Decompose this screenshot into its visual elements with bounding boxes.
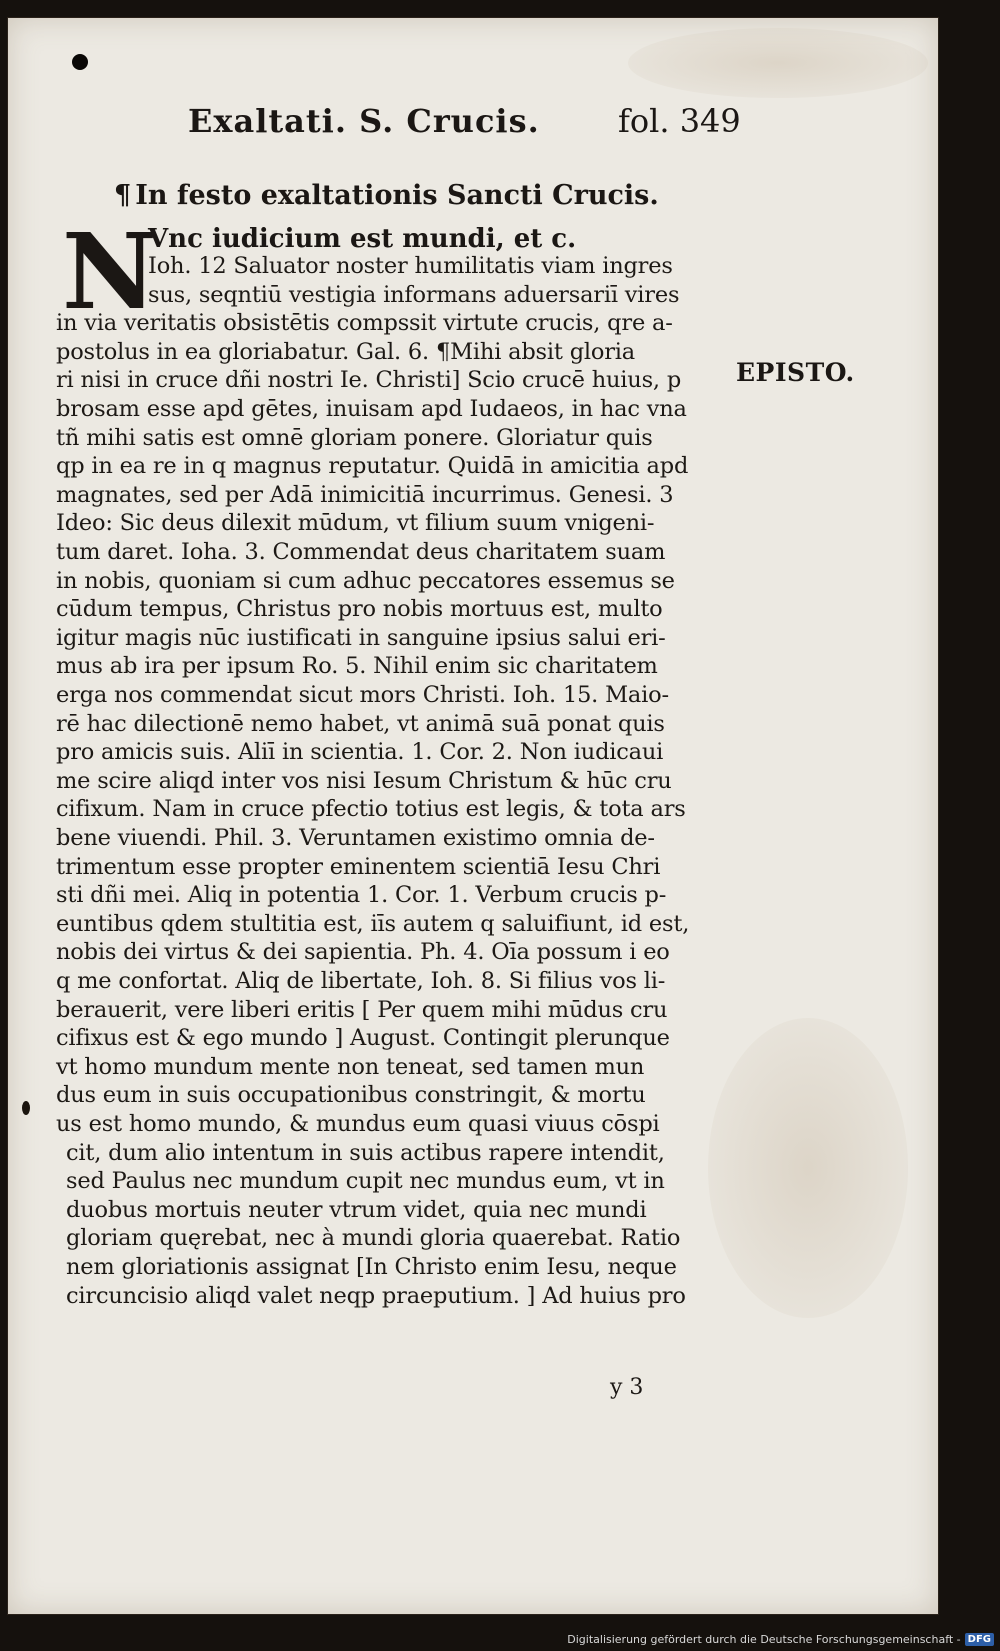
- text-line: gloriam quęrebat, nec à mundi gloria quaerebat. Ratio: [66, 1225, 681, 1252]
- folio-number: fol. 349: [618, 102, 741, 140]
- text-line: us est homo mundo, & mundus eum quasi viuus cōspi: [56, 1111, 660, 1137]
- text-line: sti dñi mei. Aliq in potentia 1. Cor. 1. Verbum crucis p-: [56, 882, 667, 909]
- text-line: rē hac dilectionē nemo habet, vt animā suā ponat quis: [56, 710, 665, 737]
- text-line: brosam esse apd gētes, inuisam apd Iudaeos, in hac vna: [56, 396, 687, 422]
- text-line: cit, dum alio intentum in suis actibus rapere intendit,: [66, 1139, 665, 1166]
- book-page: [8, 18, 938, 1614]
- text-line: sus, seqntiū vestigia informans aduersariī vires: [148, 281, 680, 308]
- text-line: Ioh. 12 Saluator noster humilitatis viam ingres: [148, 253, 673, 279]
- text-line: bene viuendi. Phil. 3. Veruntamen existimo omnia de-: [56, 825, 655, 851]
- incipit-line: Vnc iudicium est mundi, et c.: [148, 224, 577, 254]
- text-line: igitur magis nūc iustificati in sanguine ipsius salui eri-: [56, 624, 666, 651]
- paper-stain: [628, 28, 928, 98]
- text-line: ri nisi in cruce dñi nostri Ie. Christi] Scio crucē huius, p: [56, 367, 682, 394]
- text-line: nem gloriationis assignat [In Christo enim Iesu, neque: [66, 1254, 677, 1280]
- text-line: euntibus qdem stultitia est, iīs autem q saluifiunt, id est,: [56, 910, 690, 937]
- dfg-logo: DFG: [965, 1633, 994, 1646]
- text-line: magnates, sed per Adā inimicitiā incurrimus. Genesi. 3: [56, 481, 674, 508]
- text-line: dus eum in suis occupationibus constringit, & mortu: [56, 1082, 646, 1109]
- text-line: cifixus est & ego mundo ] August. Contingit plerunque: [56, 1025, 670, 1052]
- text-line: qp in ea re in q magnus reputatur. Quidā in amicitia apd: [56, 453, 689, 480]
- text-line: me scire aliqd inter vos nisi Iesum Christum & hūc cru: [56, 767, 672, 794]
- text-line: nobis dei virtus & dei sapientia. Ph. 4. Oīa possum i eo: [56, 939, 670, 966]
- text-line: erga nos commendat sicut mors Christi. Ioh. 15. Maio-: [56, 682, 669, 708]
- text-line: circuncisio aliqd valet neqp praeputium. ] Ad huius pro: [66, 1282, 686, 1309]
- credit-text: Digitalisierung gefördert durch die Deutsche Forschungsgemeinschaft -: [567, 1633, 961, 1646]
- running-title: Exaltati. S. Crucis.: [188, 102, 540, 140]
- text-line: pro amicis suis. Aliī in scientia. 1. Cor. 2. Non iudicaui: [56, 739, 664, 766]
- text-line: berauerit, vere liberi eritis [ Per quem mihi mūdus cru: [56, 996, 668, 1023]
- text-line: cūdum tempus, Christus pro nobis mortuus est, multo: [56, 596, 663, 623]
- wormhole-mark: [72, 54, 88, 70]
- feast-title: [114, 180, 659, 211]
- text-line: in via veritatis obsistētis compssit virtute crucis, qre a-: [56, 310, 673, 337]
- text-line: tum daret. Ioha. 3. Commendat deus charitatem suam: [56, 539, 666, 565]
- text-line: cifixum. Nam in cruce pfectio totius est legis, & tota ars: [56, 796, 686, 823]
- decorated-initial: N: [62, 210, 158, 333]
- marginal-note: EPISTO.: [736, 358, 855, 387]
- text-line: Ideo: Sic deus dilexit mūdum, vt filium suum vnigeni-: [56, 510, 655, 537]
- pilcrow-mark: ¶: [114, 180, 132, 211]
- text-line: sed Paulus nec mundum cupit nec mundus eum, vt in: [66, 1168, 665, 1195]
- paper-stain: [708, 1018, 908, 1318]
- ink-blot-mark: [22, 1101, 30, 1115]
- feast-title-text: In festo exaltationis Sancti Crucis.: [135, 180, 659, 211]
- text-line: duobus mortuis neuter vtrum videt, quia nec mundi: [66, 1196, 647, 1223]
- text-line: postolus in ea gloriabatur. Gal. 6. ¶Mihi absit gloria: [56, 338, 636, 365]
- text-line: q me confortat. Aliq de libertate, Ioh. 8. Si filius vos li-: [56, 968, 666, 994]
- digitization-credit: [567, 1633, 994, 1646]
- text-line: vt homo mundum mente non teneat, sed tamen mun: [56, 1053, 645, 1080]
- text-line: tñ mihi satis est omnē gloriam ponere. Gloriatur quis: [56, 424, 653, 451]
- text-line: in nobis, quoniam si cum adhuc peccatores essemus se: [56, 567, 675, 594]
- signature-mark: y 3: [610, 1375, 644, 1400]
- text-line: mus ab ira per ipsum Ro. 5. Nihil enim sic charitatem: [56, 653, 658, 680]
- text-line: trimentum esse propter eminentem scientiā Iesu Chri: [56, 853, 661, 880]
